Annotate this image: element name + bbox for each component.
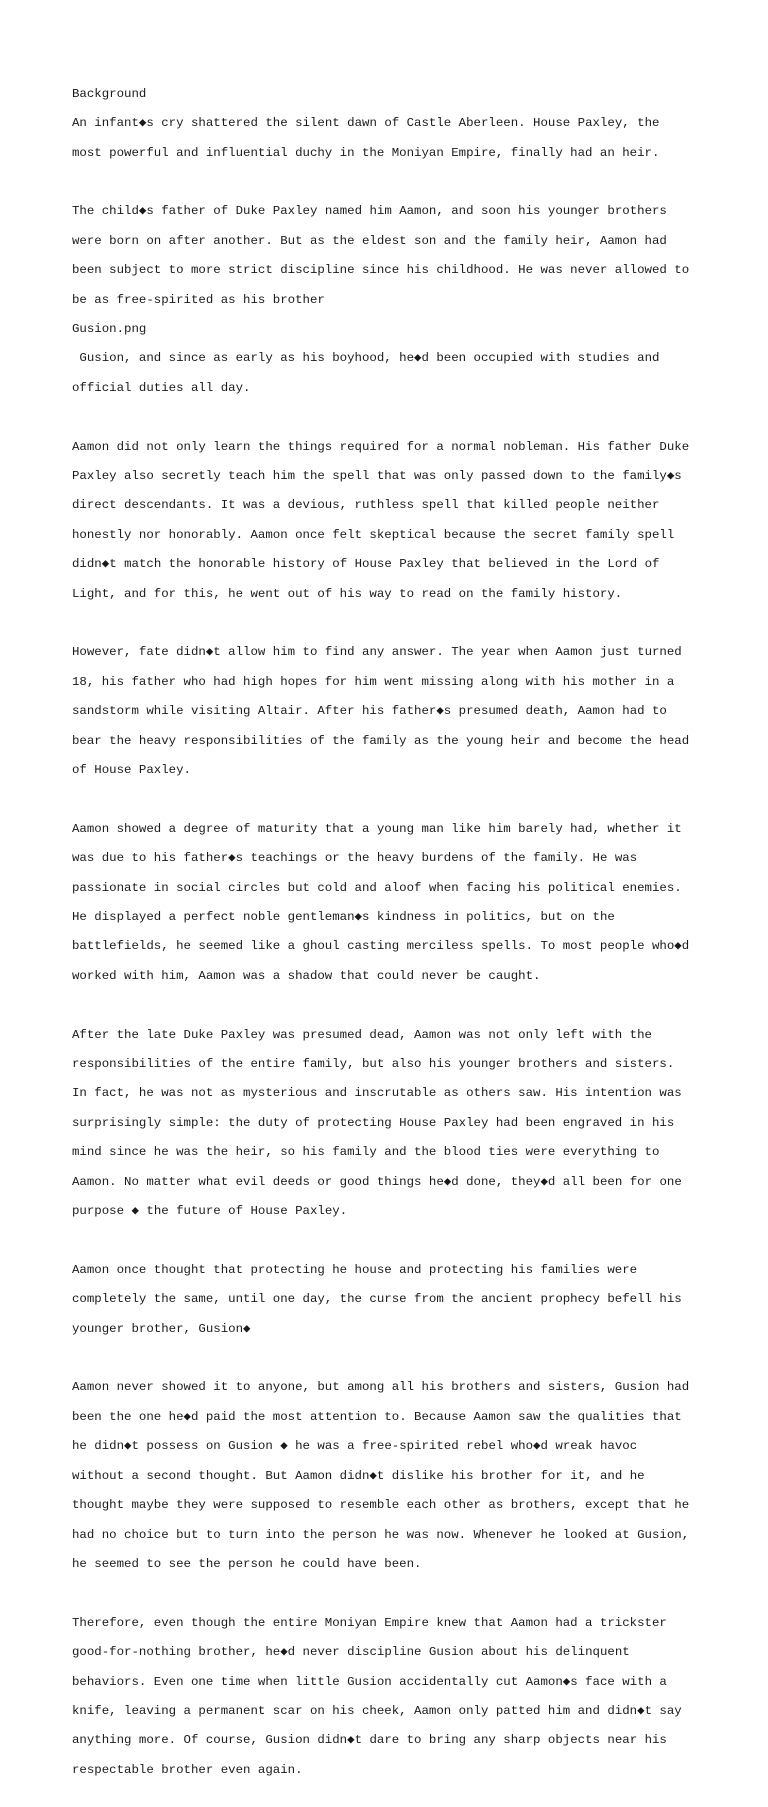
text-line: surprisingly simple: the duty of protecting House Paxley had been engraved in his xyxy=(72,1115,675,1130)
text-line: were born on after another. But as the eldest son and the family heir, Aamon had xyxy=(72,233,667,248)
text-line: However, fate didn◆t allow him to find any answer. The year when Aamon just turned xyxy=(72,645,682,660)
text-line: Aamon showed a degree of maturity that a young man like him barely had, whether it xyxy=(72,821,682,836)
text-line: been subject to more strict discipline since his childhood. He was never allowed to xyxy=(72,263,690,278)
text-line: had no choice but to turn into the person he was now. Whenever he looked at Gusion, xyxy=(72,1527,690,1542)
paragraph xyxy=(72,1366,712,1587)
text-line: Paxley also secretly teach him the spell that was only passed down to the family◆s xyxy=(72,468,682,483)
text-line: Light, and for this, he went out of his way to read on the family history. xyxy=(72,586,623,601)
text-line: he didn◆t possess on Gusion ◆ he was a free-spirited rebel who◆d wreak havoc xyxy=(72,1439,638,1454)
paragraph xyxy=(72,1013,712,1234)
text-line: of House Paxley. xyxy=(72,763,191,777)
text-line: An infant◆s cry shattered the silent dawn of Castle Aberleen. House Paxley, the xyxy=(72,116,660,131)
text-line: responsibilities of the entire family, but also his younger brothers and sisters. xyxy=(72,1057,675,1072)
text-line: purpose ◆ the future of House Paxley. xyxy=(72,1204,348,1219)
text-line: honestly nor honorably. Aamon once felt skeptical because the secret family spell xyxy=(72,527,675,542)
text-line: Aamon once thought that protecting he house and protecting his families were xyxy=(72,1262,638,1277)
text-line: 18, his father who had high hopes for him went missing along with his mother in a xyxy=(72,674,675,689)
text-line: thought maybe they were supposed to resemble each other as brothers, except that he xyxy=(72,1498,690,1513)
paragraph-background xyxy=(72,72,712,175)
text-line: official duties all day. xyxy=(72,380,251,395)
text-line: Gusion, and since as early as his boyhood, he◆d been occupied with studies and xyxy=(72,351,660,366)
text-line: younger brother, Gusion◆ xyxy=(72,1321,251,1336)
text-line: passionate in social circles but cold and aloof when facing his political enemies. xyxy=(72,880,682,895)
text-line: he seemed to see the person he could have been. xyxy=(72,1556,422,1571)
document-page xyxy=(72,72,712,1807)
text-line: sandstorm while visiting Altair. After his father◆s presumed death, Aamon had to xyxy=(72,704,667,719)
text-line: worked with him, Aamon was a shadow that could never be caught. xyxy=(72,968,541,983)
text-line: Aamon did not only learn the things required for a normal nobleman. His father Duke xyxy=(72,439,690,454)
text-line: been the one he◆d paid the most attention to. Because Aamon saw the qualities that xyxy=(72,1409,682,1424)
text-line: be as free-spirited as his brother xyxy=(72,292,325,307)
text-line: The child◆s father of Duke Paxley named him Aamon, and soon his younger brothers xyxy=(72,204,667,219)
text-line: most powerful and influential duchy in the Moniyan Empire, finally had an heir. xyxy=(72,145,660,160)
text-line: Aamon never showed it to anyone, but among all his brothers and sisters, Gusion had xyxy=(72,1380,690,1395)
section-heading: Background xyxy=(72,86,147,101)
text-line: battlefields, he seemed like a ghoul casting merciless spells. To most people who◆d xyxy=(72,939,690,954)
text-line: bear the heavy responsibilities of the family as the young heir and become the head xyxy=(72,733,690,748)
paragraph xyxy=(72,807,712,998)
text-line: anything more. Of course, Gusion didn◆t dare to bring any sharp objects near his xyxy=(72,1733,667,1748)
text-line: didn◆t match the honorable history of House Paxley that believed in the Lord of xyxy=(72,557,660,572)
text-line: respectable brother even again. xyxy=(72,1762,303,1777)
text-line: He displayed a perfect noble gentleman◆s kindness in politics, but on the xyxy=(72,910,615,925)
paragraph xyxy=(72,631,712,793)
text-line: direct descendants. It was a devious, ruthless spell that killed people neither xyxy=(72,498,660,513)
paragraph xyxy=(72,1601,712,1792)
image-filename-text: Gusion.png xyxy=(72,321,147,336)
text-line: knife, leaving a permanent scar on his cheek, Aamon only patted him and didn◆t say xyxy=(72,1703,682,1718)
text-line: mind since he was the heir, so his family and the blood ties were everything to xyxy=(72,1145,660,1160)
text-line: In fact, he was not as mysterious and inscrutable as others saw. His intention was xyxy=(72,1086,682,1101)
text-line: was due to his father◆s teachings or the heavy burdens of the family. He was xyxy=(72,851,638,866)
text-line: behaviors. Even one time when little Gusion accidentally cut Aamon◆s face with a xyxy=(72,1674,667,1689)
text-line: Therefore, even though the entire Moniyan Empire knew that Aamon had a trickster xyxy=(72,1615,667,1630)
paragraph xyxy=(72,425,712,616)
text-line: without a second thought. But Aamon didn◆t dislike his brother for it, and he xyxy=(72,1468,645,1483)
text-line: good-for-nothing brother, he◆d never discipline Gusion about his delinquent xyxy=(72,1645,630,1660)
paragraph xyxy=(72,190,712,411)
text-line: After the late Duke Paxley was presumed dead, Aamon was not only left with the xyxy=(72,1027,652,1042)
text-line: completely the same, until one day, the curse from the ancient prophecy befell his xyxy=(72,1292,682,1307)
text-line: Aamon. No matter what evil deeds or good things he◆d done, they◆d all been for one xyxy=(72,1174,682,1189)
paragraph xyxy=(72,1248,712,1351)
